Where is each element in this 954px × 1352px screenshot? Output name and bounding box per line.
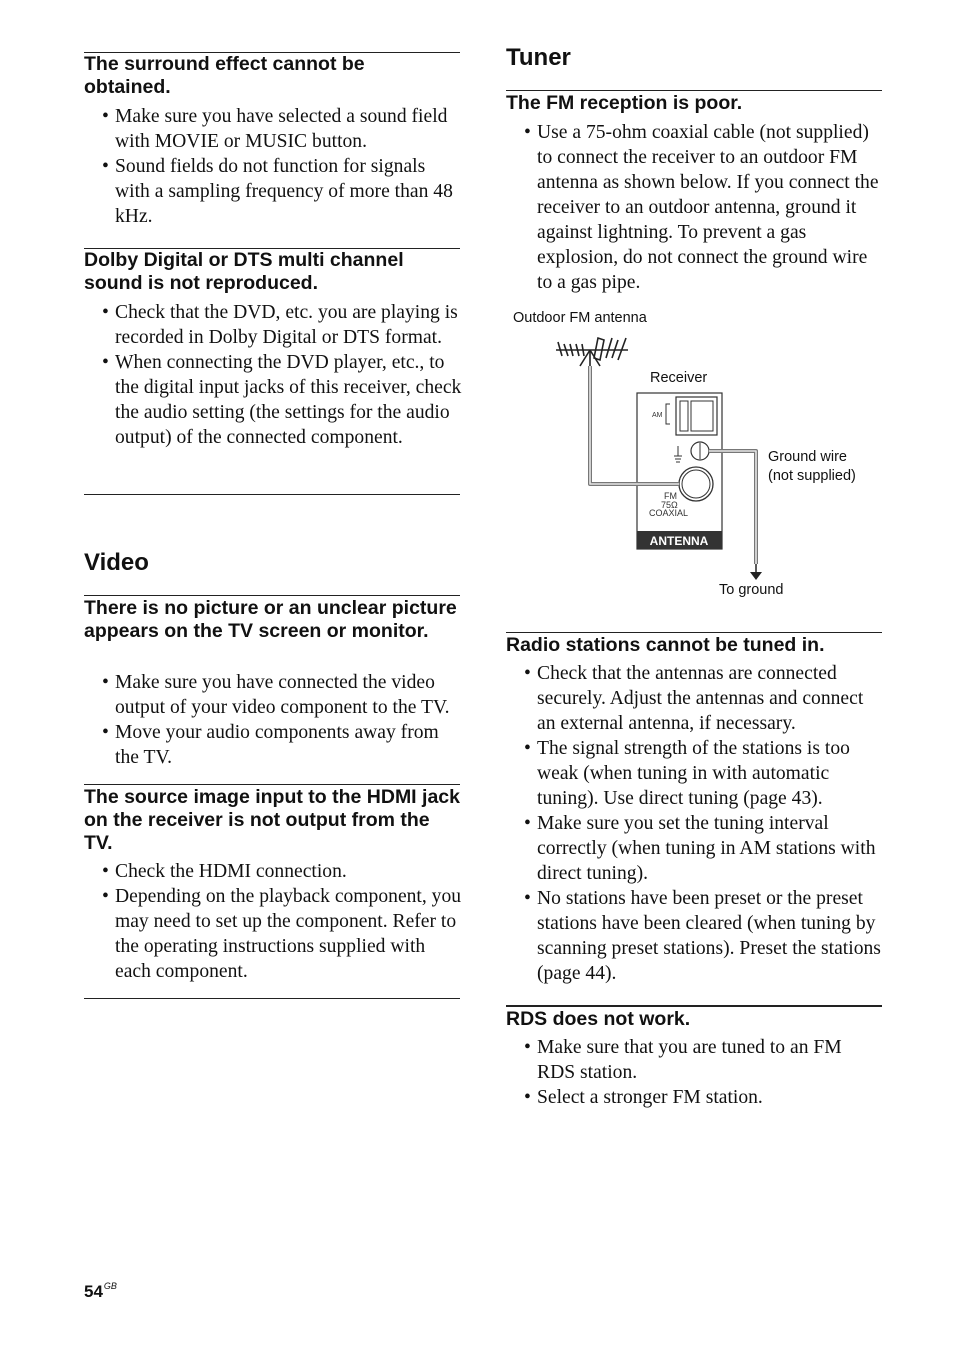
list-item: • Depending on the playback component, you may need to set up the component. Refer to the operating instructions supplied with each component. <box>84 884 464 984</box>
section-rule <box>84 494 460 495</box>
fm-reception-list <box>506 120 882 295</box>
list-item: • Make sure you have connected the video output of your video component to the TV. <box>84 670 464 720</box>
antenna-wiring-svg <box>506 300 906 610</box>
to-ground-label: To ground <box>719 582 784 598</box>
list-item: • No stations have been preset or the preset stations have been cleared (when tuning by scanning preset stations). Preset the stations (page 44). <box>506 886 882 986</box>
surround-heading: The surround effect cannot be obtained. <box>84 53 365 98</box>
radio-stations-list <box>506 661 882 986</box>
list-item: • Use a 75-ohm coaxial cable (not supplied) to connect the receiver to an outdoor FM antenna as shown below. If you connect the receiver to an outdoor antenna, ground it against lightning. To prevent a gas explosion, do not connect the ground wire to a gas pipe. <box>506 120 882 295</box>
list-item: • Make sure you set the tuning interval correctly (when tuning in AM stations with direct tuning). <box>506 811 882 886</box>
list-item: • Make sure you have selected a sound field with MOVIE or MUSIC button. <box>84 104 464 154</box>
no-picture-heading: There is no picture or an unclear picture appears on the TV screen or monitor. <box>84 597 457 642</box>
list-item: • Check that the antennas are connected securely. Adjust the antennas and connect an external antenna, if necessary. <box>506 661 882 736</box>
page-number-value: 54 <box>84 1282 103 1301</box>
list-item: • Check the HDMI connection. <box>84 859 464 884</box>
radio-stations-heading: Radio stations cannot be tuned in. <box>506 634 825 656</box>
list-item: • Sound fields do not function for signals with a sampling frequency of more than 48 kHz. <box>84 154 464 229</box>
section-rule <box>506 90 882 91</box>
section-rule <box>506 632 882 633</box>
hdmi-heading: The source image input to the HDMI jack on the receiver is not output from the TV. <box>84 786 460 854</box>
antenna-label: ANTENNA <box>649 534 709 548</box>
list-item: • When connecting the DVD player, etc., to the digital input jacks of this receiver, check the audio setting (the settings for the audio output) of the connected component. <box>84 350 464 450</box>
list-item: • The signal strength of the stations is too weak (when tuning in with automatic tuning). Use direct tuning (page 43). <box>506 736 882 811</box>
coaxial-label: COAXIAL <box>649 508 689 518</box>
receiver-label: Receiver <box>650 370 708 386</box>
dolby-list <box>84 300 464 450</box>
ground-arrow-icon <box>750 564 762 580</box>
outdoor-antenna-label: Outdoor FM antenna <box>513 310 647 326</box>
fm-label: FM <box>664 491 677 501</box>
antenna-diagram <box>506 300 906 610</box>
list-item: • Make sure that you are tuned to an FM RDS station. <box>506 1035 882 1085</box>
list-item: • Select a stronger FM station. <box>506 1085 882 1110</box>
region-code: GB <box>103 1281 117 1291</box>
section-rule <box>84 595 460 596</box>
list-item: • Check that the DVD, etc. you are playing is recorded in Dolby Digital or DTS format. <box>84 300 464 350</box>
receiver-panel <box>637 393 722 549</box>
rds-heading: RDS does not work. <box>506 1008 691 1030</box>
section-rule <box>84 998 460 999</box>
tuner-title: Tuner <box>506 44 571 71</box>
outdoor-antenna-icon <box>556 338 628 366</box>
hdmi-list <box>84 859 464 984</box>
section-rule <box>506 1005 882 1007</box>
no-picture-list <box>84 670 464 770</box>
dolby-heading: Dolby Digital or DTS multi channel sound is not reproduced. <box>84 249 404 294</box>
ground-wire-label: Ground wire <box>768 449 847 465</box>
am-label: AM <box>652 412 663 419</box>
section-rule <box>84 784 460 785</box>
fm-reception-heading: The FM reception is poor. <box>506 92 743 114</box>
list-item: • Move your audio components away from the TV. <box>84 720 464 770</box>
surround-list <box>84 104 464 229</box>
video-title: Video <box>84 549 149 576</box>
rds-list <box>506 1035 882 1110</box>
ground-wire-note: (not supplied) <box>768 468 856 484</box>
page-number <box>84 1282 117 1302</box>
ohm-label: 75Ω <box>661 500 678 510</box>
